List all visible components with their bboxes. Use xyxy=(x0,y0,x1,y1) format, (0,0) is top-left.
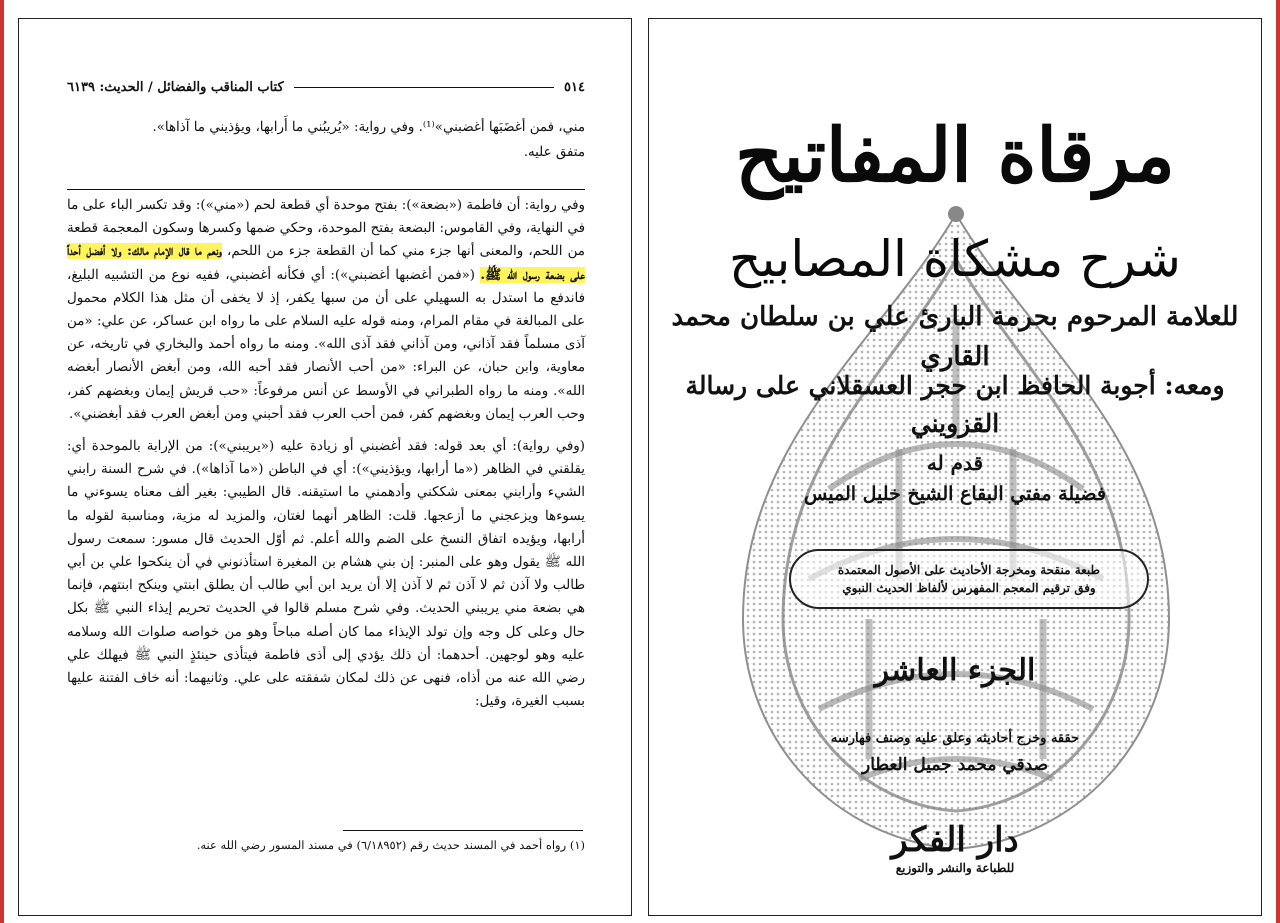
window-edge-right xyxy=(1276,0,1280,923)
footnote: (١) رواه أحمد في المسند حديث رقم (٦/١٨٩٥٢) في مسند المسور رضي الله عنه. xyxy=(196,838,585,852)
right-page xyxy=(648,18,1262,916)
publisher-tagline: للطباعة والنشر والتوزيع xyxy=(895,861,1015,875)
footnote-rule xyxy=(343,830,583,831)
author-line: للعلامة المرحوم بحرمة البارئ علي بن سلطان محمد القاري xyxy=(671,302,1239,372)
hadith-line-1: مني، فمن أغضَبَها أغضبني»⁽¹⁾. وفي رواية: «يُريبُني ما أَرابها، ويؤذيني ما آذاها». xyxy=(152,120,585,135)
publisher-name: دار الفكر xyxy=(891,820,1019,860)
editor-name: صدقي محمد جميل العطار xyxy=(861,755,1049,775)
supplement-line: ومعه: أجوبة الحافظ ابن حجر العسقلاني على رسالة القزويني xyxy=(685,371,1225,438)
edition-note xyxy=(789,549,1149,609)
intro-label: قدم له xyxy=(926,451,984,475)
commentary xyxy=(67,194,585,722)
commentary-p1-end: («فمن أغضبها أغضبني»): أي فكأنه أغضبني، ففيه نوع من التشبيه البليغ، فاندفع ما استدل به السهيلي على أن من سبها يكفر، إذ لا يخفى أن مثل هذا الكلام محمول على المبالغة في مقام المرام، ومنه قوله عليه السلام على ما رواه ابن عساكر، عن علي: «من آذى مسلماً فقد آذاني، ومن آذاني فقد آذى الله». ومنه ما رواه أحمد والبخاري في تاريخه، عن معاوية، وابن حبان، عن البراء: «من أحب الأنصار فقد أحبه الله، ومن أبغض الأنصار أبغضه الله». ومنه ما رواه الطبراني في الأوسط عن أنس مرفوعاً: «حب قريش إيمان وبغضهم كفر، وحب العرب إيمان وبغضهم كفر، فمن أحب العرب فقد أحبني ومن أبغض العرب فقد أبغضني». xyxy=(67,267,585,422)
page-number: ٥١٤ xyxy=(564,79,585,95)
editor-label: حققه وخرج أحاديثه وعلق عليه وصنف فهارسه xyxy=(830,731,1080,746)
commentary-p1-start: وفي رواية: أن فاطمة («بضعة»): بفتح موحدة أي قطعة لحم («مني»): وقد تكسر الباء على ما في النهاية، وفي القاموس: البضعة بفتح الموحدة، وحكي ضمها وكسرها وسكون المعجمة قطعة من اللحم، والمعنى أنها جزء مني كما أن القطعة جزء من اللحم، xyxy=(67,198,585,260)
header-rule xyxy=(294,87,554,88)
commentary-paragraph-2: (وفي رواية): أي بعد قوله: فقد أغضبني أو زيادة عليه («يريبني»): من الإرابة بالموحدة أي: يقلقني في الظاهر («ما أرابها، ويؤذيني»): أي في الباطن («ما آذاها»). في شرح السنة رابني الشيء وأرابني بمعنى شككني وأدهمني ما استيقنه. قال الطيبي: بغير ألف معناه يسوءني ما يسوءها ويزعجني ما أزعجها. قلت: الظاهر أنهما لغتان، والمزيد له مزية، ومناسبة لقوله ما أرابها، ويؤيده اتفاق النسخ على الضم والله أعلم. ثم أوّل الحديث قال مسور: سمعت رسول الله ﷺ يقول وهو على المنبر: إن بني هشام بن المغيرة استأذنوني في أن ينكحوا علي بن أبي طالب ولا آذن ثم لا آذن ثم لا آذن إلا أن يريد ابن أبي طالب أن يطلق ابنتي وينكح ابنتهم، فإنما هي بضعة مني يريبني الحديث. وفي شرح مسلم قالوا في الحديث تحريم إيذاء النبي ﷺ بكل حال وعلى كل وجه وإن تولد الإيذاء مما كان أصله مباحاً وهو من خواصه صلوات الله وسلامه عليه وهو لوجهين. أحدهما: أن ذلك يؤدي إلى أذى فاطمة فيتأذى حينئذٍ النبي ﷺ فيهلك علي رضي الله عنه من أذاه، فنهى عن ذلك لمكان شفقته على علي. وثانيهما: أنه خاف الفتنة عليها بسبب الغيرة، وقيل: xyxy=(67,439,585,710)
highlighted-quote: ونعم ما قال الإمام مالك: ولا أفضل أحداً على بضعة رسول الله ﷺ. xyxy=(67,243,585,283)
commentary-paragraph-1 xyxy=(67,194,585,426)
intro-by: فضيلة مفتي البقاع الشيخ خليل الميس xyxy=(804,483,1106,505)
running-title: كتاب المناقب والفضائل / الحديث: ٦١٣٩ xyxy=(67,79,284,95)
volume-label: الجزء العاشر xyxy=(874,653,1036,688)
hadith-text xyxy=(67,115,585,165)
edition-note-line-1: طبعة منقحة ومخرجة الأحاديث على الأصول المعتمدة xyxy=(837,563,1101,577)
window-edge-left xyxy=(0,0,4,923)
left-page xyxy=(18,18,632,916)
page-header xyxy=(67,77,585,97)
book-subtitle: شرح مشكاة المصابيح xyxy=(729,230,1181,288)
edition-note-line-2: وفق ترقيم المعجم المفهرس لألفاظ الحديث النبوي xyxy=(842,581,1096,595)
book-title: مرقاة المفاتيح xyxy=(735,113,1175,199)
hadith-line-2: متفق عليه. xyxy=(523,145,585,160)
section-divider xyxy=(67,189,585,190)
